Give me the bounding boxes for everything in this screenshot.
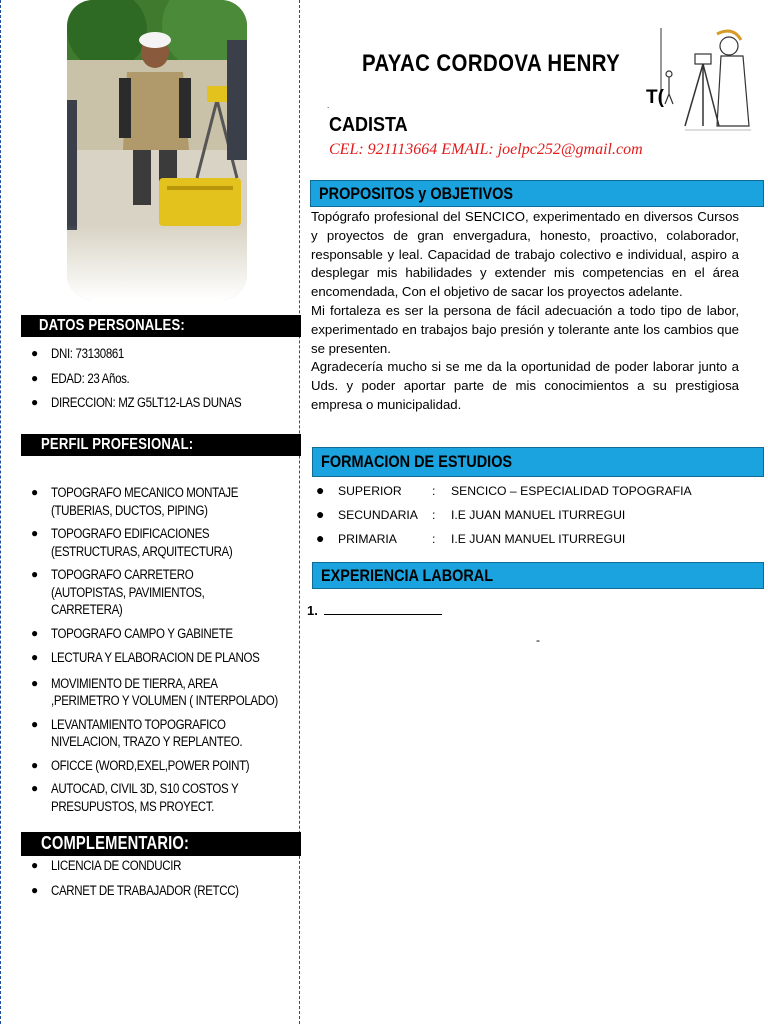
list-item: ● OFICCE (WORD,EXEL,POWER POINT) xyxy=(31,757,250,773)
profile-photo xyxy=(67,0,247,300)
experience-blank-line xyxy=(324,614,442,615)
contact-info: CEL: 921113664 EMAIL: joelpc252@gmail.com xyxy=(329,141,643,158)
list-item: ● CARNET DE TRABAJADOR (RETCC) xyxy=(31,882,239,898)
list-item: ● DNI: 73130861 xyxy=(31,346,125,361)
personal-data-list xyxy=(29,345,291,412)
objectives-paragraph: Mi fortaleza es ser la persona de fácil adecuación a todo tipo de labor, experimentado en trabajos bajo presión y tolerante ante los cambios que se presenten. xyxy=(311,302,739,356)
candidate-name: PAYAC CORDOVA HENRY xyxy=(362,50,621,77)
list-item: ● LICENCIA DE CONDUCIR xyxy=(31,858,182,873)
complementary-list xyxy=(29,857,291,899)
job-title: CADISTA xyxy=(329,114,408,136)
education-header: FORMACION DE ESTUDIOS xyxy=(312,447,764,477)
profile-header: PERFIL PROFESIONAL: xyxy=(21,434,301,456)
list-item: ● TOPOGRAFO EDIFICACIONES (ESTRUCTURAS, ARQUITECTURA) xyxy=(31,526,233,559)
experience-item-number: 1. xyxy=(307,603,318,618)
objectives-header: PROPOSITOS y OBJETIVOS xyxy=(310,180,764,207)
objectives-paragraph: Agradecería mucho si se me da la oportunidad de poder laborar junto a Uds. y poder aportar parte de mis conocimientos a su prestigiosa empresa o municipalidad. xyxy=(311,359,739,412)
objectives-paragraph: Topógrafo profesional del SENCICO, experimentado en diversos Cursos y proyectos de gran envergadura, honesto, proactivo, colaborador, responsable y leal. Capacidad de trabajo colectivo e individual, aspiro a desplegar mis habilidades y extender mis competencias en el área encomendada, Con el objetivo de sacar los proyectos adelante. xyxy=(311,209,739,300)
objectives-text xyxy=(311,208,739,415)
list-item: ● DIRECCION: MZ G5LT12-LAS DUNAS xyxy=(31,395,242,410)
left-column xyxy=(0,0,300,1024)
list-item: ● TOPOGRAFO CAMPO Y GABINETE xyxy=(31,625,233,641)
list-item: ● EDAD: 23 Años. xyxy=(31,370,130,386)
list-item: ● TOPOGRAFO MECANICO MONTAJE (TUBERIAS, DUCTOS, PIPING) xyxy=(31,485,239,518)
surveyor-logo xyxy=(655,22,755,132)
list-item: ● LEVANTAMIENTO TOPOGRAFICO NIVELACION, TRAZO Y REPLANTEO. xyxy=(31,716,243,749)
list-item: ● AUTOCAD, CIVIL 3D, S10 COSTOS Y PRESUPUSTOS, MS PROYECT. xyxy=(31,781,239,814)
personal-data-header: DATOS PERSONALES: xyxy=(21,315,301,337)
list-item: ● MOVIMIENTO DE TIERRA, AREA ,PERIMETRO Y VOLUMEN ( INTERPOLADO) xyxy=(31,675,278,708)
experience-header: EXPERIENCIA LABORAL xyxy=(312,562,764,589)
list-item: ● TOPOGRAFO CARRETERO (AUTOPISTAS, PAVIMIENTOS, CARRETERA) xyxy=(31,567,205,617)
profile-list xyxy=(29,484,291,815)
small-mark: . xyxy=(327,101,330,110)
list-item: ● LECTURA Y ELABORACION DE PLANOS xyxy=(31,650,260,665)
dash-mark: - xyxy=(536,633,540,647)
logo-letters: T( xyxy=(646,87,664,108)
complementary-header: COMPLEMENTARIO: xyxy=(21,832,301,856)
